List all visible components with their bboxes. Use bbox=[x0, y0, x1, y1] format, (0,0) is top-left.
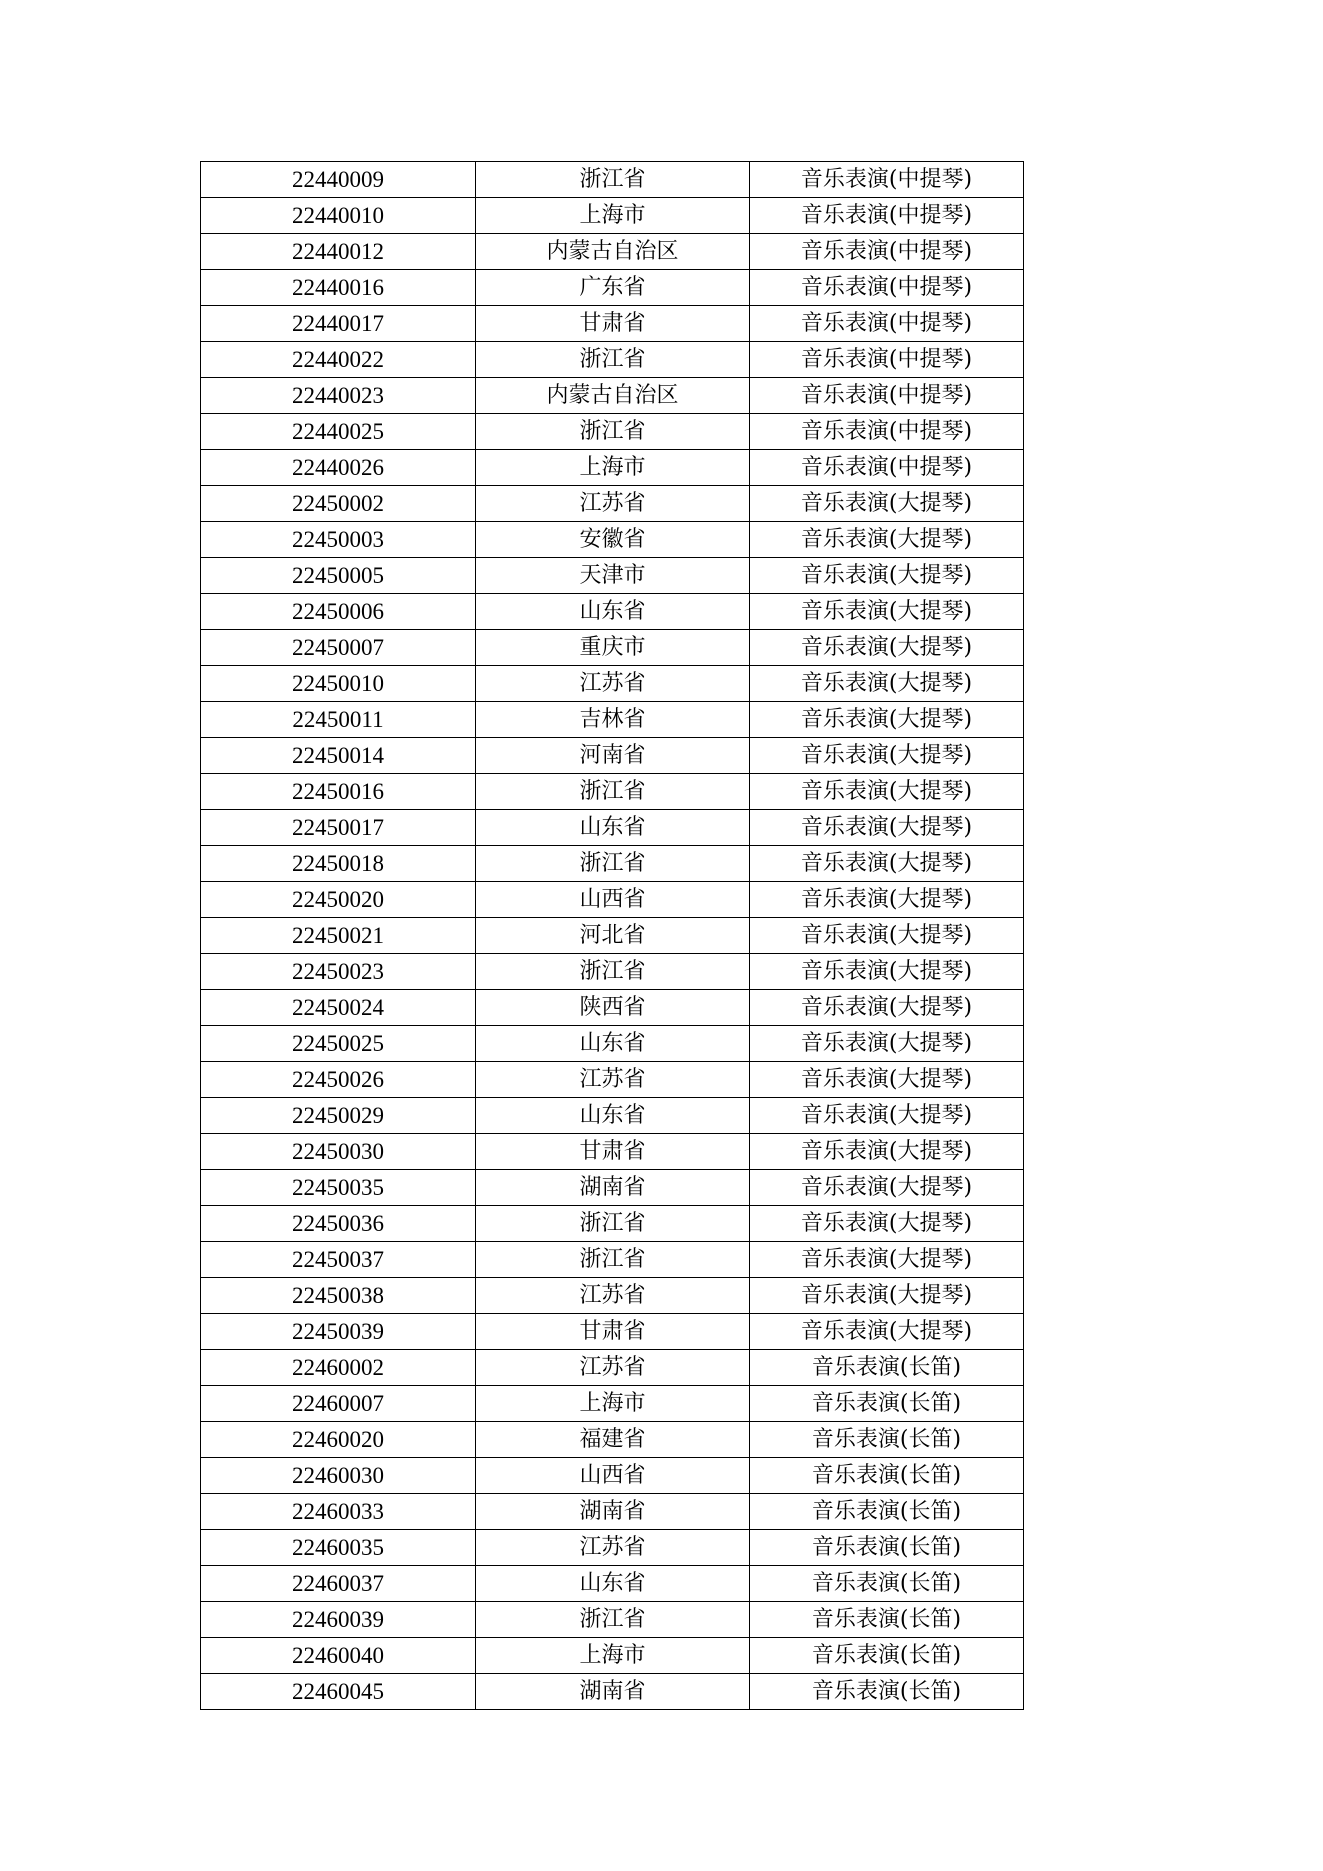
candidate-id-cell: 22440016 bbox=[201, 270, 476, 306]
major-cell: 音乐表演(中提琴) bbox=[750, 234, 1024, 270]
table-row bbox=[201, 1314, 1024, 1350]
table-row bbox=[201, 738, 1024, 774]
candidate-id-cell: 22460020 bbox=[201, 1422, 476, 1458]
table-row bbox=[201, 774, 1024, 810]
major-cell: 音乐表演(大提琴) bbox=[750, 918, 1024, 954]
major-cell: 音乐表演(中提琴) bbox=[750, 414, 1024, 450]
candidate-id-cell: 22450026 bbox=[201, 1062, 476, 1098]
table-row bbox=[201, 1350, 1024, 1386]
province-cell: 浙江省 bbox=[476, 954, 750, 990]
province-cell: 山西省 bbox=[476, 882, 750, 918]
province-cell: 山东省 bbox=[476, 1566, 750, 1602]
province-cell: 江苏省 bbox=[476, 1278, 750, 1314]
province-cell: 浙江省 bbox=[476, 774, 750, 810]
major-cell: 音乐表演(长笛) bbox=[750, 1566, 1024, 1602]
major-cell: 音乐表演(大提琴) bbox=[750, 846, 1024, 882]
table-row bbox=[201, 414, 1024, 450]
major-cell: 音乐表演(长笛) bbox=[750, 1530, 1024, 1566]
candidate-id-cell: 22450039 bbox=[201, 1314, 476, 1350]
candidate-id-cell: 22450030 bbox=[201, 1134, 476, 1170]
province-cell: 甘肃省 bbox=[476, 1314, 750, 1350]
major-cell: 音乐表演(中提琴) bbox=[750, 306, 1024, 342]
major-cell: 音乐表演(大提琴) bbox=[750, 774, 1024, 810]
candidate-id-cell: 22450023 bbox=[201, 954, 476, 990]
province-cell: 吉林省 bbox=[476, 702, 750, 738]
candidate-id-cell: 22440009 bbox=[201, 162, 476, 198]
major-cell: 音乐表演(大提琴) bbox=[750, 630, 1024, 666]
candidate-id-cell: 22450010 bbox=[201, 666, 476, 702]
table-row bbox=[201, 1638, 1024, 1674]
major-cell: 音乐表演(长笛) bbox=[750, 1386, 1024, 1422]
province-cell: 陕西省 bbox=[476, 990, 750, 1026]
major-cell: 音乐表演(大提琴) bbox=[750, 702, 1024, 738]
candidate-id-cell: 22450038 bbox=[201, 1278, 476, 1314]
major-cell: 音乐表演(长笛) bbox=[750, 1458, 1024, 1494]
province-cell: 湖南省 bbox=[476, 1494, 750, 1530]
candidate-id-cell: 22460030 bbox=[201, 1458, 476, 1494]
candidate-id-cell: 22440017 bbox=[201, 306, 476, 342]
province-cell: 山东省 bbox=[476, 1026, 750, 1062]
province-cell: 内蒙古自治区 bbox=[476, 378, 750, 414]
major-cell: 音乐表演(大提琴) bbox=[750, 1098, 1024, 1134]
province-cell: 山东省 bbox=[476, 1098, 750, 1134]
major-cell: 音乐表演(大提琴) bbox=[750, 1314, 1024, 1350]
candidate-id-cell: 22440010 bbox=[201, 198, 476, 234]
province-cell: 福建省 bbox=[476, 1422, 750, 1458]
candidate-id-cell: 22450006 bbox=[201, 594, 476, 630]
candidate-id-cell: 22440025 bbox=[201, 414, 476, 450]
major-cell: 音乐表演(大提琴) bbox=[750, 738, 1024, 774]
table-row bbox=[201, 918, 1024, 954]
table-row bbox=[201, 594, 1024, 630]
major-cell: 音乐表演(大提琴) bbox=[750, 1206, 1024, 1242]
table-row bbox=[201, 846, 1024, 882]
major-cell: 音乐表演(大提琴) bbox=[750, 990, 1024, 1026]
candidate-id-cell: 22450007 bbox=[201, 630, 476, 666]
province-cell: 上海市 bbox=[476, 450, 750, 486]
province-cell: 甘肃省 bbox=[476, 306, 750, 342]
table-row bbox=[201, 378, 1024, 414]
table-row bbox=[201, 810, 1024, 846]
roster-table bbox=[200, 161, 1024, 1710]
province-cell: 江苏省 bbox=[476, 1530, 750, 1566]
province-cell: 浙江省 bbox=[476, 342, 750, 378]
major-cell: 音乐表演(大提琴) bbox=[750, 558, 1024, 594]
candidate-id-cell: 22460039 bbox=[201, 1602, 476, 1638]
province-cell: 浙江省 bbox=[476, 1602, 750, 1638]
province-cell: 湖南省 bbox=[476, 1170, 750, 1206]
province-cell: 内蒙古自治区 bbox=[476, 234, 750, 270]
table-row bbox=[201, 1134, 1024, 1170]
province-cell: 甘肃省 bbox=[476, 1134, 750, 1170]
major-cell: 音乐表演(中提琴) bbox=[750, 378, 1024, 414]
province-cell: 重庆市 bbox=[476, 630, 750, 666]
major-cell: 音乐表演(长笛) bbox=[750, 1674, 1024, 1710]
major-cell: 音乐表演(大提琴) bbox=[750, 1134, 1024, 1170]
table-row bbox=[201, 486, 1024, 522]
table-row bbox=[201, 522, 1024, 558]
province-cell: 江苏省 bbox=[476, 666, 750, 702]
table-row bbox=[201, 1098, 1024, 1134]
table-row bbox=[201, 1422, 1024, 1458]
province-cell: 河南省 bbox=[476, 738, 750, 774]
major-cell: 音乐表演(大提琴) bbox=[750, 1062, 1024, 1098]
table-row bbox=[201, 342, 1024, 378]
table-row bbox=[201, 1278, 1024, 1314]
table-row bbox=[201, 162, 1024, 198]
candidate-id-cell: 22450025 bbox=[201, 1026, 476, 1062]
candidate-id-cell: 22450011 bbox=[201, 702, 476, 738]
province-cell: 浙江省 bbox=[476, 1242, 750, 1278]
major-cell: 音乐表演(大提琴) bbox=[750, 882, 1024, 918]
table-row bbox=[201, 270, 1024, 306]
table-row bbox=[201, 882, 1024, 918]
province-cell: 广东省 bbox=[476, 270, 750, 306]
province-cell: 浙江省 bbox=[476, 414, 750, 450]
candidate-id-cell: 22450020 bbox=[201, 882, 476, 918]
table-row bbox=[201, 234, 1024, 270]
candidate-id-cell: 22460007 bbox=[201, 1386, 476, 1422]
major-cell: 音乐表演(中提琴) bbox=[750, 342, 1024, 378]
candidate-id-cell: 22440022 bbox=[201, 342, 476, 378]
candidate-id-cell: 22450029 bbox=[201, 1098, 476, 1134]
table-row bbox=[201, 954, 1024, 990]
province-cell: 山西省 bbox=[476, 1458, 750, 1494]
major-cell: 音乐表演(大提琴) bbox=[750, 522, 1024, 558]
table-row bbox=[201, 450, 1024, 486]
table-row bbox=[201, 198, 1024, 234]
province-cell: 江苏省 bbox=[476, 1062, 750, 1098]
candidate-id-cell: 22450002 bbox=[201, 486, 476, 522]
major-cell: 音乐表演(长笛) bbox=[750, 1350, 1024, 1386]
table-row bbox=[201, 1386, 1024, 1422]
candidate-id-cell: 22440023 bbox=[201, 378, 476, 414]
province-cell: 上海市 bbox=[476, 1638, 750, 1674]
candidate-id-cell: 22460033 bbox=[201, 1494, 476, 1530]
candidate-id-cell: 22460045 bbox=[201, 1674, 476, 1710]
candidate-id-cell: 22450035 bbox=[201, 1170, 476, 1206]
table-row bbox=[201, 1026, 1024, 1062]
candidate-id-cell: 22450016 bbox=[201, 774, 476, 810]
major-cell: 音乐表演(大提琴) bbox=[750, 666, 1024, 702]
table-row bbox=[201, 630, 1024, 666]
province-cell: 浙江省 bbox=[476, 162, 750, 198]
table-row bbox=[201, 1206, 1024, 1242]
candidate-id-cell: 22450017 bbox=[201, 810, 476, 846]
major-cell: 音乐表演(大提琴) bbox=[750, 594, 1024, 630]
province-cell: 江苏省 bbox=[476, 1350, 750, 1386]
province-cell: 安徽省 bbox=[476, 522, 750, 558]
major-cell: 音乐表演(大提琴) bbox=[750, 954, 1024, 990]
table-row bbox=[201, 306, 1024, 342]
candidate-id-cell: 22450021 bbox=[201, 918, 476, 954]
major-cell: 音乐表演(大提琴) bbox=[750, 486, 1024, 522]
candidate-id-cell: 22450003 bbox=[201, 522, 476, 558]
table-row bbox=[201, 1170, 1024, 1206]
candidate-id-cell: 22450005 bbox=[201, 558, 476, 594]
candidate-id-cell: 22440026 bbox=[201, 450, 476, 486]
table-row bbox=[201, 1494, 1024, 1530]
table-row bbox=[201, 1458, 1024, 1494]
table-row bbox=[201, 1602, 1024, 1638]
major-cell: 音乐表演(大提琴) bbox=[750, 810, 1024, 846]
province-cell: 上海市 bbox=[476, 198, 750, 234]
major-cell: 音乐表演(大提琴) bbox=[750, 1242, 1024, 1278]
province-cell: 湖南省 bbox=[476, 1674, 750, 1710]
table-row bbox=[201, 558, 1024, 594]
major-cell: 音乐表演(中提琴) bbox=[750, 270, 1024, 306]
major-cell: 音乐表演(中提琴) bbox=[750, 450, 1024, 486]
major-cell: 音乐表演(长笛) bbox=[750, 1422, 1024, 1458]
province-cell: 山东省 bbox=[476, 594, 750, 630]
major-cell: 音乐表演(长笛) bbox=[750, 1494, 1024, 1530]
candidate-id-cell: 22450024 bbox=[201, 990, 476, 1026]
table-row bbox=[201, 702, 1024, 738]
candidate-id-cell: 22450037 bbox=[201, 1242, 476, 1278]
major-cell: 音乐表演(长笛) bbox=[750, 1638, 1024, 1674]
major-cell: 音乐表演(大提琴) bbox=[750, 1278, 1024, 1314]
roster-table-body bbox=[201, 162, 1024, 1710]
major-cell: 音乐表演(长笛) bbox=[750, 1602, 1024, 1638]
table-row bbox=[201, 666, 1024, 702]
table-row bbox=[201, 1674, 1024, 1710]
province-cell: 浙江省 bbox=[476, 1206, 750, 1242]
candidate-id-cell: 22460037 bbox=[201, 1566, 476, 1602]
major-cell: 音乐表演(中提琴) bbox=[750, 162, 1024, 198]
candidate-id-cell: 22460002 bbox=[201, 1350, 476, 1386]
major-cell: 音乐表演(大提琴) bbox=[750, 1026, 1024, 1062]
province-cell: 天津市 bbox=[476, 558, 750, 594]
province-cell: 浙江省 bbox=[476, 846, 750, 882]
province-cell: 江苏省 bbox=[476, 486, 750, 522]
province-cell: 河北省 bbox=[476, 918, 750, 954]
major-cell: 音乐表演(大提琴) bbox=[750, 1170, 1024, 1206]
candidate-id-cell: 22440012 bbox=[201, 234, 476, 270]
province-cell: 山东省 bbox=[476, 810, 750, 846]
table-row bbox=[201, 1530, 1024, 1566]
candidate-id-cell: 22450014 bbox=[201, 738, 476, 774]
candidate-id-cell: 22450036 bbox=[201, 1206, 476, 1242]
table-row bbox=[201, 1062, 1024, 1098]
candidate-id-cell: 22450018 bbox=[201, 846, 476, 882]
major-cell: 音乐表演(中提琴) bbox=[750, 198, 1024, 234]
table-row bbox=[201, 1566, 1024, 1602]
province-cell: 上海市 bbox=[476, 1386, 750, 1422]
table-row bbox=[201, 990, 1024, 1026]
table-row bbox=[201, 1242, 1024, 1278]
candidate-id-cell: 22460040 bbox=[201, 1638, 476, 1674]
candidate-id-cell: 22460035 bbox=[201, 1530, 476, 1566]
